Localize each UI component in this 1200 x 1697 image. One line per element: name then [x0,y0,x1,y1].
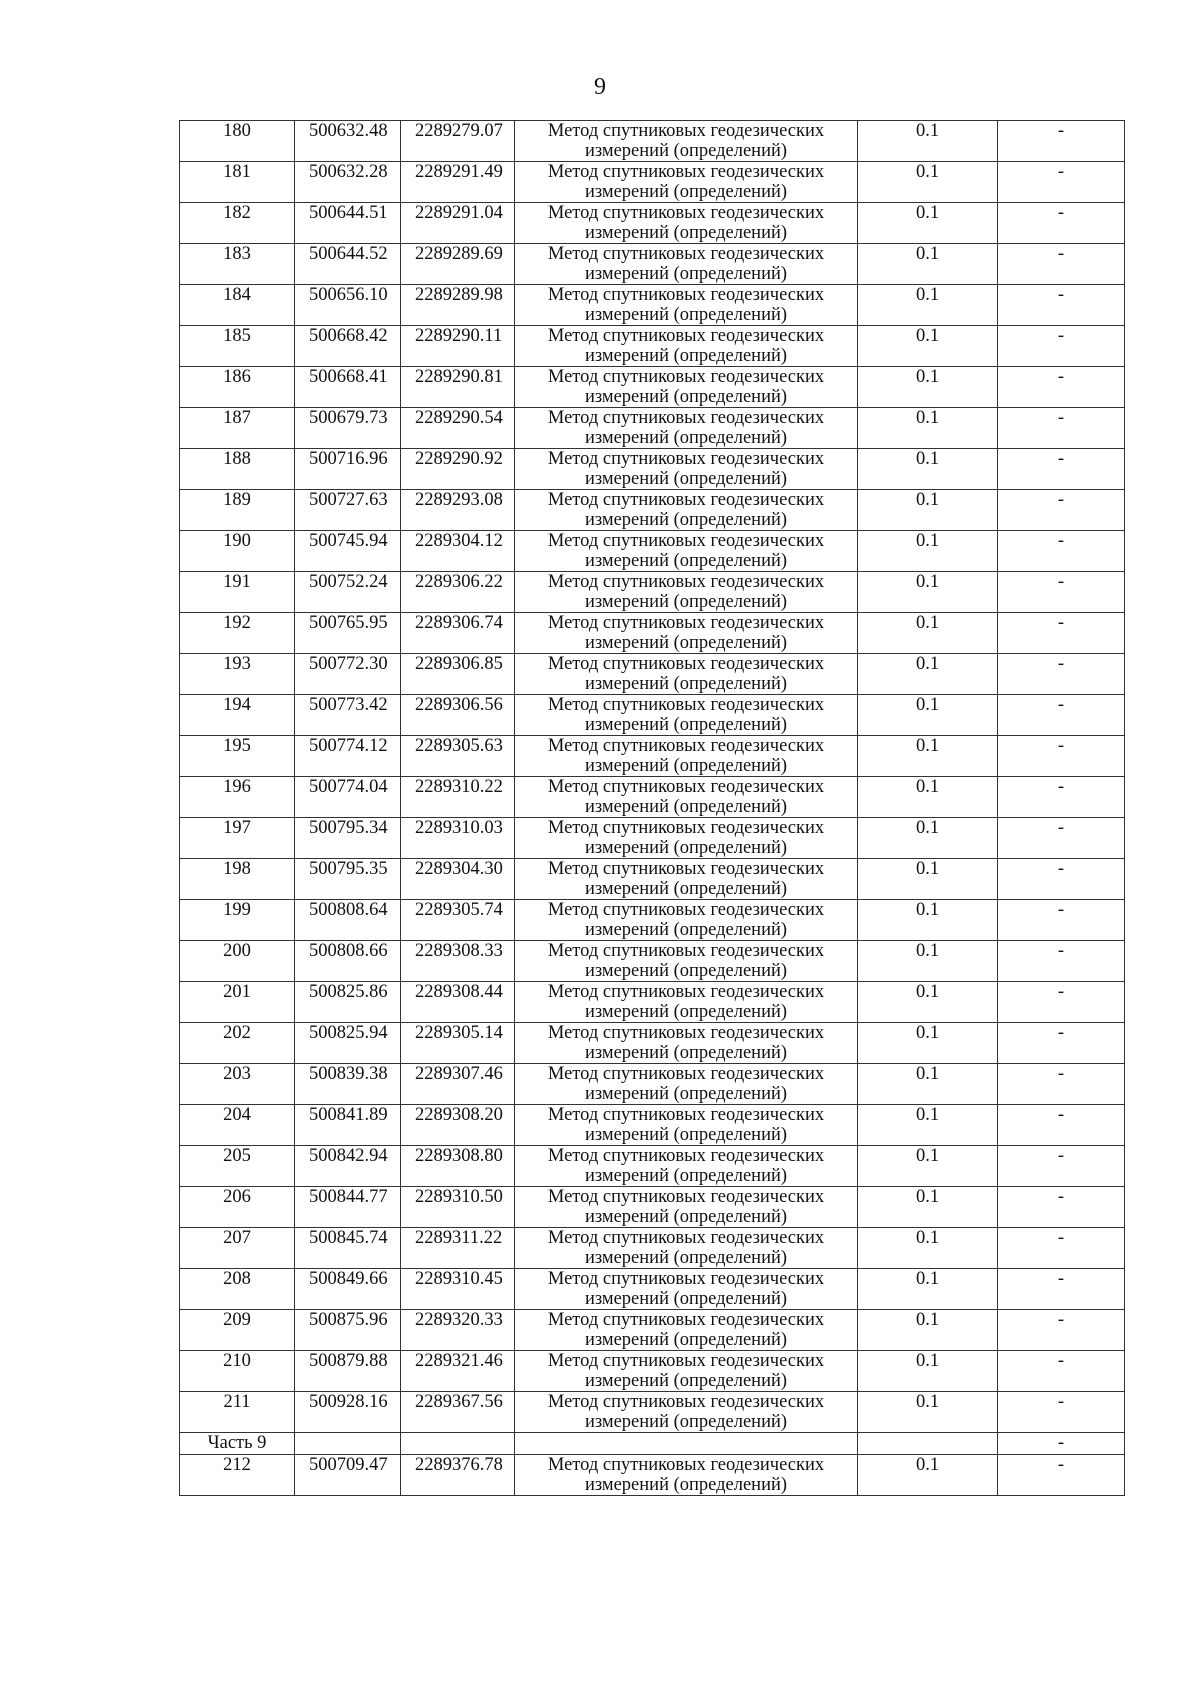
accuracy-cell: 0.1 [858,1146,998,1187]
accuracy-cell: 0.1 [858,982,998,1023]
method-cell: Метод спутниковых геодезических измерений (определений) [515,203,858,244]
table-row [180,1269,1125,1310]
description-cell: - [998,859,1125,900]
point-number-cell: 185 [180,326,295,367]
x-coordinate-cell: 500849.66 [295,1269,401,1310]
method-cell: Метод спутниковых геодезических измерений (определений) [515,613,858,654]
point-number-cell: 187 [180,408,295,449]
page-number: 9 [594,74,606,100]
x-coordinate-cell: 500772.30 [295,654,401,695]
method-cell: Метод спутниковых геодезических измерений (определений) [515,490,858,531]
method-cell [515,1433,858,1455]
description-cell: - [998,1269,1125,1310]
y-coordinate-cell: 2289279.07 [401,121,515,162]
method-cell: Метод спутниковых геодезических измерений (определений) [515,818,858,859]
accuracy-cell: 0.1 [858,408,998,449]
x-coordinate-cell: 500656.10 [295,285,401,326]
table-row [180,1023,1125,1064]
table-row [180,736,1125,777]
method-cell: Метод спутниковых геодезических измерений (определений) [515,1455,858,1496]
x-coordinate-cell: 500825.94 [295,1023,401,1064]
method-cell: Метод спутниковых геодезических измерений (определений) [515,244,858,285]
method-cell: Метод спутниковых геодезических измерений (определений) [515,1187,858,1228]
method-cell: Метод спутниковых геодезических измерений (определений) [515,1023,858,1064]
point-number-cell: 205 [180,1146,295,1187]
description-cell: - [998,244,1125,285]
x-coordinate-cell: 500644.52 [295,244,401,285]
accuracy-cell: 0.1 [858,1023,998,1064]
x-coordinate-cell: 500644.51 [295,203,401,244]
table-row [180,326,1125,367]
accuracy-cell: 0.1 [858,695,998,736]
y-coordinate-cell: 2289290.11 [401,326,515,367]
table-row [180,1187,1125,1228]
y-coordinate-cell [401,1433,515,1455]
x-coordinate-cell: 500774.04 [295,777,401,818]
accuracy-cell: 0.1 [858,367,998,408]
method-cell: Метод спутниковых геодезических измерений (определений) [515,900,858,941]
method-cell: Метод спутниковых геодезических измерений (определений) [515,1351,858,1392]
accuracy-cell: 0.1 [858,777,998,818]
x-coordinate-cell: 500844.77 [295,1187,401,1228]
point-number-cell: 191 [180,572,295,613]
accuracy-cell: 0.1 [858,203,998,244]
point-number-cell: 211 [180,1392,295,1433]
x-coordinate-cell: 500709.47 [295,1455,401,1496]
y-coordinate-cell: 2289305.74 [401,900,515,941]
description-cell: - [998,818,1125,859]
x-coordinate-cell: 500668.41 [295,367,401,408]
table-row [180,1455,1125,1496]
y-coordinate-cell: 2289306.85 [401,654,515,695]
point-number-cell: 202 [180,1023,295,1064]
table-row [180,982,1125,1023]
coordinates-table [179,120,1125,1496]
description-cell: - [998,900,1125,941]
point-number-cell: 184 [180,285,295,326]
description-cell: - [998,1433,1125,1455]
description-cell: - [998,1392,1125,1433]
description-cell: - [998,285,1125,326]
method-cell: Метод спутниковых геодезических измерений (определений) [515,1392,858,1433]
description-cell: - [998,613,1125,654]
description-cell: - [998,1351,1125,1392]
y-coordinate-cell: 2289376.78 [401,1455,515,1496]
description-cell: - [998,490,1125,531]
accuracy-cell: 0.1 [858,1351,998,1392]
point-number-cell: 195 [180,736,295,777]
x-coordinate-cell: 500716.96 [295,449,401,490]
x-coordinate-cell: 500875.96 [295,1310,401,1351]
accuracy-cell: 0.1 [858,1455,998,1496]
x-coordinate-cell: 500773.42 [295,695,401,736]
method-cell: Метод спутниковых геодезических измерений (определений) [515,326,858,367]
method-cell: Метод спутниковых геодезических измерений (определений) [515,121,858,162]
accuracy-cell: 0.1 [858,654,998,695]
point-number-cell: 199 [180,900,295,941]
table-row [180,1064,1125,1105]
description-cell: - [998,1064,1125,1105]
y-coordinate-cell: 2289305.14 [401,1023,515,1064]
x-coordinate-cell: 500765.95 [295,613,401,654]
point-number-cell: 186 [180,367,295,408]
table-row [180,900,1125,941]
y-coordinate-cell: 2289291.49 [401,162,515,203]
description-cell: - [998,654,1125,695]
description-cell: - [998,572,1125,613]
table-row [180,162,1125,203]
point-number-cell: 193 [180,654,295,695]
y-coordinate-cell: 2289367.56 [401,1392,515,1433]
y-coordinate-cell: 2289321.46 [401,1351,515,1392]
accuracy-cell: 0.1 [858,449,998,490]
y-coordinate-cell: 2289307.46 [401,1064,515,1105]
method-cell: Метод спутниковых геодезических измерений (определений) [515,941,858,982]
y-coordinate-cell: 2289290.81 [401,367,515,408]
method-cell: Метод спутниковых геодезических измерений (определений) [515,654,858,695]
accuracy-cell: 0.1 [858,531,998,572]
x-coordinate-cell: 500795.35 [295,859,401,900]
table-row [180,654,1125,695]
point-number-cell: 210 [180,1351,295,1392]
accuracy-cell: 0.1 [858,859,998,900]
method-cell: Метод спутниковых геодезических измерений (определений) [515,367,858,408]
point-number-cell: 188 [180,449,295,490]
coordinates-table-body [180,121,1125,1496]
accuracy-cell: 0.1 [858,162,998,203]
accuracy-cell: 0.1 [858,1310,998,1351]
accuracy-cell: 0.1 [858,244,998,285]
table-row [180,1351,1125,1392]
table-row [180,572,1125,613]
x-coordinate-cell: 500727.63 [295,490,401,531]
point-number-cell: 182 [180,203,295,244]
x-coordinate-cell: 500808.66 [295,941,401,982]
y-coordinate-cell: 2289305.63 [401,736,515,777]
method-cell: Метод спутниковых геодезических измерений (определений) [515,1269,858,1310]
method-cell: Метод спутниковых геодезических измерений (определений) [515,531,858,572]
description-cell: - [998,203,1125,244]
method-cell: Метод спутниковых геодезических измерений (определений) [515,982,858,1023]
point-number-cell: 200 [180,941,295,982]
description-cell: - [998,408,1125,449]
y-coordinate-cell: 2289308.20 [401,1105,515,1146]
point-number-cell: 197 [180,818,295,859]
x-coordinate-cell: 500774.12 [295,736,401,777]
description-cell: - [998,736,1125,777]
x-coordinate-cell: 500679.73 [295,408,401,449]
x-coordinate-cell: 500745.94 [295,531,401,572]
method-cell: Метод спутниковых геодезических измерений (определений) [515,777,858,818]
y-coordinate-cell: 2289310.50 [401,1187,515,1228]
point-number-cell: 203 [180,1064,295,1105]
accuracy-cell: 0.1 [858,1187,998,1228]
method-cell: Метод спутниковых геодезических измерений (определений) [515,285,858,326]
table-row [180,121,1125,162]
y-coordinate-cell: 2289291.04 [401,203,515,244]
accuracy-cell: 0.1 [858,1392,998,1433]
table-row [180,367,1125,408]
x-coordinate-cell: 500808.64 [295,900,401,941]
table-row [180,818,1125,859]
table-row [180,285,1125,326]
table-row [180,1105,1125,1146]
point-number-cell: 190 [180,531,295,572]
table-row [180,449,1125,490]
description-cell: - [998,367,1125,408]
description-cell: - [998,1310,1125,1351]
y-coordinate-cell: 2289308.33 [401,941,515,982]
method-cell: Метод спутниковых геодезических измерений (определений) [515,695,858,736]
y-coordinate-cell: 2289289.98 [401,285,515,326]
accuracy-cell: 0.1 [858,900,998,941]
y-coordinate-cell: 2289306.74 [401,613,515,654]
x-coordinate-cell: 500928.16 [295,1392,401,1433]
method-cell: Метод спутниковых геодезических измерений (определений) [515,408,858,449]
description-cell: - [998,777,1125,818]
method-cell: Метод спутниковых геодезических измерений (определений) [515,1105,858,1146]
y-coordinate-cell: 2289290.92 [401,449,515,490]
x-coordinate-cell: 500795.34 [295,818,401,859]
point-number-cell: 192 [180,613,295,654]
table-row [180,777,1125,818]
point-number-cell: 189 [180,490,295,531]
table-row [180,613,1125,654]
y-coordinate-cell: 2289304.30 [401,859,515,900]
y-coordinate-cell: 2289310.03 [401,818,515,859]
accuracy-cell: 0.1 [858,613,998,654]
point-number-cell: 207 [180,1228,295,1269]
method-cell: Метод спутниковых геодезических измерений (определений) [515,1310,858,1351]
point-number-cell: 204 [180,1105,295,1146]
accuracy-cell: 0.1 [858,1064,998,1105]
description-cell: - [998,982,1125,1023]
method-cell: Метод спутниковых геодезических измерений (определений) [515,1064,858,1105]
point-number-cell: Часть 9 [180,1433,295,1455]
point-number-cell: 212 [180,1455,295,1496]
y-coordinate-cell: 2289290.54 [401,408,515,449]
table-row [180,1146,1125,1187]
table-row [180,490,1125,531]
description-cell: - [998,531,1125,572]
y-coordinate-cell: 2289320.33 [401,1310,515,1351]
x-coordinate-cell: 500842.94 [295,1146,401,1187]
accuracy-cell: 0.1 [858,818,998,859]
x-coordinate-cell [295,1433,401,1455]
x-coordinate-cell: 500879.88 [295,1351,401,1392]
y-coordinate-cell: 2289304.12 [401,531,515,572]
y-coordinate-cell: 2289306.56 [401,695,515,736]
method-cell: Метод спутниковых геодезических измерений (определений) [515,859,858,900]
accuracy-cell: 0.1 [858,490,998,531]
point-number-cell: 198 [180,859,295,900]
table-row [180,941,1125,982]
y-coordinate-cell: 2289308.44 [401,982,515,1023]
description-cell: - [998,1455,1125,1496]
point-number-cell: 209 [180,1310,295,1351]
y-coordinate-cell: 2289310.45 [401,1269,515,1310]
description-cell: - [998,121,1125,162]
x-coordinate-cell: 500839.38 [295,1064,401,1105]
y-coordinate-cell: 2289306.22 [401,572,515,613]
description-cell: - [998,941,1125,982]
section-row [180,1433,1125,1455]
point-number-cell: 180 [180,121,295,162]
accuracy-cell: 0.1 [858,285,998,326]
table-row [180,695,1125,736]
description-cell: - [998,162,1125,203]
description-cell: - [998,1146,1125,1187]
description-cell: - [998,1023,1125,1064]
x-coordinate-cell: 500632.28 [295,162,401,203]
x-coordinate-cell: 500825.86 [295,982,401,1023]
x-coordinate-cell: 500841.89 [295,1105,401,1146]
description-cell: - [998,1187,1125,1228]
accuracy-cell: 0.1 [858,121,998,162]
accuracy-cell [858,1433,998,1455]
table-row [180,531,1125,572]
point-number-cell: 208 [180,1269,295,1310]
method-cell: Метод спутниковых геодезических измерений (определений) [515,572,858,613]
y-coordinate-cell: 2289310.22 [401,777,515,818]
y-coordinate-cell: 2289311.22 [401,1228,515,1269]
point-number-cell: 194 [180,695,295,736]
description-cell: - [998,695,1125,736]
point-number-cell: 206 [180,1187,295,1228]
method-cell: Метод спутниковых геодезических измерений (определений) [515,1228,858,1269]
accuracy-cell: 0.1 [858,1269,998,1310]
accuracy-cell: 0.1 [858,941,998,982]
x-coordinate-cell: 500668.42 [295,326,401,367]
point-number-cell: 196 [180,777,295,818]
accuracy-cell: 0.1 [858,736,998,777]
x-coordinate-cell: 500752.24 [295,572,401,613]
y-coordinate-cell: 2289308.80 [401,1146,515,1187]
method-cell: Метод спутниковых геодезических измерений (определений) [515,736,858,777]
accuracy-cell: 0.1 [858,1228,998,1269]
accuracy-cell: 0.1 [858,326,998,367]
table-row [180,203,1125,244]
method-cell: Метод спутниковых геодезических измерений (определений) [515,162,858,203]
table-row [180,244,1125,285]
table-row [180,408,1125,449]
point-number-cell: 181 [180,162,295,203]
y-coordinate-cell: 2289289.69 [401,244,515,285]
method-cell: Метод спутниковых геодезических измерений (определений) [515,449,858,490]
accuracy-cell: 0.1 [858,1105,998,1146]
table-row [180,859,1125,900]
table-row [180,1310,1125,1351]
point-number-cell: 201 [180,982,295,1023]
table-row [180,1228,1125,1269]
description-cell: - [998,326,1125,367]
y-coordinate-cell: 2289293.08 [401,490,515,531]
accuracy-cell: 0.1 [858,572,998,613]
x-coordinate-cell: 500632.48 [295,121,401,162]
description-cell: - [998,449,1125,490]
point-number-cell: 183 [180,244,295,285]
method-cell: Метод спутниковых геодезических измерений (определений) [515,1146,858,1187]
description-cell: - [998,1105,1125,1146]
table-row [180,1392,1125,1433]
description-cell: - [998,1228,1125,1269]
x-coordinate-cell: 500845.74 [295,1228,401,1269]
